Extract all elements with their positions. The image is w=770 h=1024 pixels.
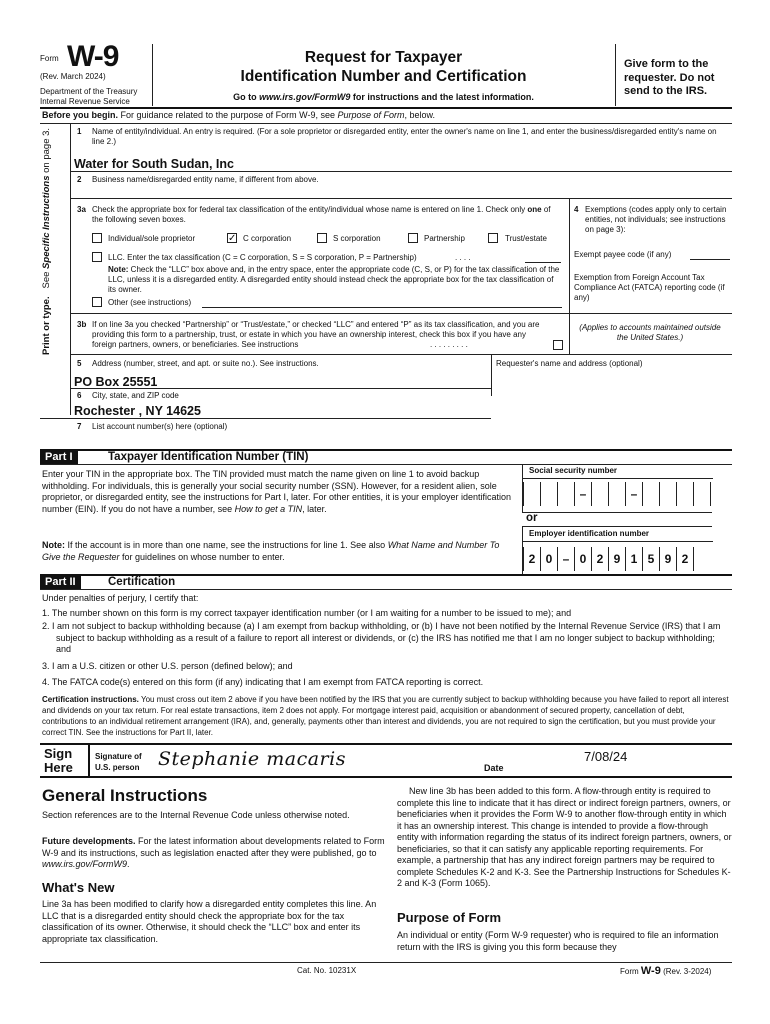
fatca-label: Exemption from Foreign Account Tax Compliance Act (FATCA) reporting code (if any) — [574, 273, 725, 302]
line1-name-field[interactable]: Water for South Sudan, Inc — [74, 157, 234, 171]
line3b-text: If on line 3a you checked “Partnership” or “Trust/estate,” or checked “LLC” and entered “P” as its tax classification, and you are providing this form to a partnership, trust, or estate in which you have an ownership interest, check this box if you have any foreign partners, owners, or beneficiaries. See instructions — [92, 320, 540, 349]
date-field[interactable]: 7/08/24 — [584, 749, 628, 764]
city-state-zip-field[interactable]: Rochester , NY 14625 — [74, 404, 201, 418]
cert-item: 1. The number shown on this form is my correct taxpayer identification number (or I am waiting for a number to be issued to me); and — [42, 608, 572, 618]
checkbox-llc[interactable] — [92, 252, 102, 262]
checkbox-trust-estate[interactable] — [488, 233, 498, 243]
side-label: Print or type. See Specific Instructions on page 3. — [41, 127, 52, 355]
ein-digit[interactable]: 0 — [540, 547, 557, 571]
ssn-digit[interactable] — [591, 482, 608, 506]
form-title-line1: Request for Taxpayer — [304, 49, 463, 66]
ssn-dash: – — [574, 482, 591, 506]
exemptions-label: Exemptions (codes apply only to certain entities, not individuals; see instructions on page 3): — [585, 205, 727, 234]
ein-digit[interactable]: 0 — [574, 547, 591, 571]
cert-item: 4. The FATCA code(s) entered on this form (if any) indicating that I am exempt from FATCA reporting is correct. — [42, 677, 484, 687]
ein-digit[interactable]: 9 — [608, 547, 625, 571]
irs-link[interactable]: www.irs.gov/FormW9 — [42, 859, 128, 869]
footer-form: Form W-9 (Rev. 3-2024) — [620, 965, 712, 977]
other-field[interactable] — [202, 307, 562, 308]
llc-note: Note: Check the “LLC” box above and, in the entry space, enter the appropriate code (C, S, or P) for the tax classification of the LLC, unless it is a disregarded entity. A disregarded entity should instead check the appropriate box for the tax classification of its owner. — [108, 265, 560, 294]
ssn-digit[interactable] — [523, 482, 540, 506]
ssn-digit[interactable] — [557, 482, 574, 506]
ein-box: Employer identification number 2 0 – 0 2 9 1 5 9 2 — [522, 526, 712, 575]
ssn-digit[interactable] — [540, 482, 557, 506]
llc-code-field[interactable] — [525, 262, 561, 263]
catalog-number: Cat. No. 10231X — [297, 966, 357, 975]
irs-link[interactable]: www.irs.gov/FormW9 — [259, 92, 351, 102]
part2-label: Part II — [40, 575, 81, 589]
ein-digit[interactable]: 9 — [659, 547, 676, 571]
ssn-digit[interactable] — [642, 482, 659, 506]
checkbox-other[interactable] — [92, 297, 102, 307]
label-trust-estate: Trust/estate — [505, 234, 547, 243]
fatca-applies-note: (Applies to accounts maintained outside the United States.) — [579, 323, 721, 342]
ssn-digit[interactable] — [693, 482, 711, 506]
form-title-line2: Identification Number and Certification — [240, 68, 527, 85]
label-partnership: Partnership — [424, 234, 465, 243]
ein-digit[interactable]: 5 — [642, 547, 659, 571]
general-instructions-heading: General Instructions — [42, 786, 208, 805]
ssn-digit[interactable] — [676, 482, 693, 506]
check-icon: ✓ — [228, 233, 237, 244]
checkbox-partnership[interactable] — [408, 233, 418, 243]
label-individual: Individual/sole proprietor — [108, 234, 196, 243]
ein-digit[interactable]: 1 — [625, 547, 642, 571]
ssn-digit[interactable] — [608, 482, 625, 506]
label-other: Other (see instructions) — [108, 298, 192, 307]
purpose-of-form-heading: Purpose of Form — [397, 910, 502, 925]
label-c-corporation: C corporation — [243, 234, 292, 243]
checkbox-c-corporation[interactable] — [227, 233, 237, 243]
sign-label: Sign — [44, 746, 73, 761]
exempt-payee-label: Exempt payee code (if any) — [574, 250, 672, 259]
signature[interactable]: Stephanie macaris — [158, 748, 346, 770]
before-you-begin: Before you begin. For guidance related to the purpose of Form W-9, see Purpose of Form, below. — [42, 110, 436, 120]
address-field[interactable]: PO Box 25551 — [74, 375, 158, 389]
part1-label: Part I — [40, 450, 78, 464]
label-s-corporation: S corporation — [333, 234, 381, 243]
goto-instructions: Go to www.irs.gov/FormW9 for instructions and the latest information. — [233, 92, 534, 102]
account-numbers-field[interactable] — [74, 434, 724, 446]
cert-item: 2. I am not subject to backup withholding because (a) I am exempt from backup withholding, or (b) I have not been notified by the Internal Revenue Service (IRS) that I am subject to backup withholding as a result of a failure to report all interest or dividends, or (c) the IRS has notified me that I am no longer subject to backup withholding; and — [42, 621, 721, 654]
line3b-explanation: New line 3b has been added to this form. A flow-through entity is required to complete this line to indicate that it has direct or indirect foreign partners, owners, or beneficiaries when it provides the Form W-9 to another flow-through entity in which it has an ownership interest. This change is intended to provide a flow-through entity with information regarding the status of its indirect foreign partners, owners, or beneficiaries, so that it can satisfy any applicable reporting requirements. For example, a partnership that has any indirect foreign partners may be required to complete Schedules K-2 and K-3. See the Partnership Instructions for Schedules K-2 and K-3 (Form 1065). — [397, 786, 732, 888]
line2-label: Business name/disregarded entity name, if different from above. — [92, 175, 319, 184]
part1-text: Enter your TIN in the appropriate box. The TIN provided must match the name given on line 1 to avoid backup withholding. For individuals, this is generally your social security number (SSN). However, for a resident alien, sole proprietor, or disregarded entity, see the instructions for Part I, later. For other entities, it is your employer identification number (EIN). If you do not have a number, see How to get a TIN, later. — [42, 469, 512, 514]
exempt-payee-field[interactable] — [690, 259, 730, 260]
ein-digit[interactable]: 2 — [523, 547, 540, 571]
cert-instructions: Certification instructions. You must cross out item 2 above if you have been notified by the IRS that you are currently subject to backup withholding because you have failed to report all interest and dividends on your tax return. For real estate transactions, item 2 does not apply. For mortgage interest paid, acquisition or abandonment of secured property, cancellation of debt, contributions to an individual retirement arrangement (IRA), and, generally, payments other than interest and dividends, you are not required to sign the certification, but you must provide your correct TIN. See the instructions for Part II, later. — [42, 695, 729, 737]
or-label: or — [526, 512, 538, 524]
line5-label: Address (number, street, and apt. or suite no.). See instructions. — [92, 359, 319, 368]
form-name: W-9 — [67, 40, 119, 73]
line7-label: List account number(s) here (optional) — [92, 422, 228, 431]
department: Department of the Treasury — [40, 87, 138, 96]
ein-digit[interactable]: 2 — [591, 547, 608, 571]
here-label: Here — [44, 760, 73, 775]
date-label: Date — [484, 763, 504, 773]
ein-dash: – — [557, 547, 574, 571]
part1-note: Note: If the account is in more than one name, see the instructions for line 1. See also What Name and Number To Give the Requester for guidelines on whose number to enter. — [42, 540, 500, 562]
line6-label: City, state, and ZIP code — [92, 391, 179, 400]
part1-title: Taxpayer Identification Number (TIN) — [108, 451, 309, 463]
ssn-digit[interactable] — [659, 482, 676, 506]
ein-digit[interactable]: 2 — [676, 547, 694, 571]
label-llc: LLC. Enter the tax classification (C = C corporation, S = S corporation, P = Partnership) — [108, 253, 417, 262]
future-developments: Future developments. For the latest information about developments related to Form W-9 and its instructions, such as legislation enacted after they were published, go to www.irs.gov/FormW9. — [42, 836, 385, 869]
whats-new-text: Line 3a has been modified to clarify how a disregarded entity completes this line. An LLC that is a disregarded entity should check the appropriate box for the tax classification of its owner. Otherwise, it should check the “LLC” box and enter its appropriate tax classification. — [42, 899, 377, 944]
checkbox-individual[interactable] — [92, 233, 102, 243]
whats-new-heading: What's New — [42, 880, 115, 895]
part2-intro: Under penalties of perjury, I certify that: — [42, 593, 199, 603]
cert-item: 3. I am a U.S. citizen or other U.S. person (defined below); and — [42, 661, 293, 671]
checkbox-foreign-partners[interactable] — [553, 340, 563, 350]
checkbox-s-corporation[interactable] — [317, 233, 327, 243]
line3a-label: Check the appropriate box for federal tax classification of the entity/individual whose name is entered on line 1. Check only one of the following seven boxes. — [92, 205, 551, 224]
give-form-note: Give form to the requester. Do not send to the IRS. — [624, 58, 715, 97]
form-word: Form — [40, 54, 59, 63]
part2-title: Certification — [108, 576, 176, 588]
requester-label: Requester's name and address (optional) — [496, 359, 643, 368]
line2-business-name-field[interactable] — [74, 186, 724, 198]
purpose-text: An individual or entity (Form W-9 requester) who is required to file an information return with the IRS is giving you this form because they — [397, 930, 719, 952]
section-refs: Section references are to the Internal Revenue Code unless otherwise noted. — [42, 810, 350, 820]
ssn-dash: – — [625, 482, 642, 506]
irs-name: Internal Revenue Service — [40, 97, 130, 106]
line1-label: Name of entity/individual. An entry is required. (For a sole proprietor or disregarded entity, enter the owner's name on line 1, and enter the business/disregarded entity's name on line 2.) — [92, 127, 717, 146]
revision: (Rev. March 2024) — [40, 72, 106, 81]
ssn-box: Social security number – – — [522, 464, 712, 513]
